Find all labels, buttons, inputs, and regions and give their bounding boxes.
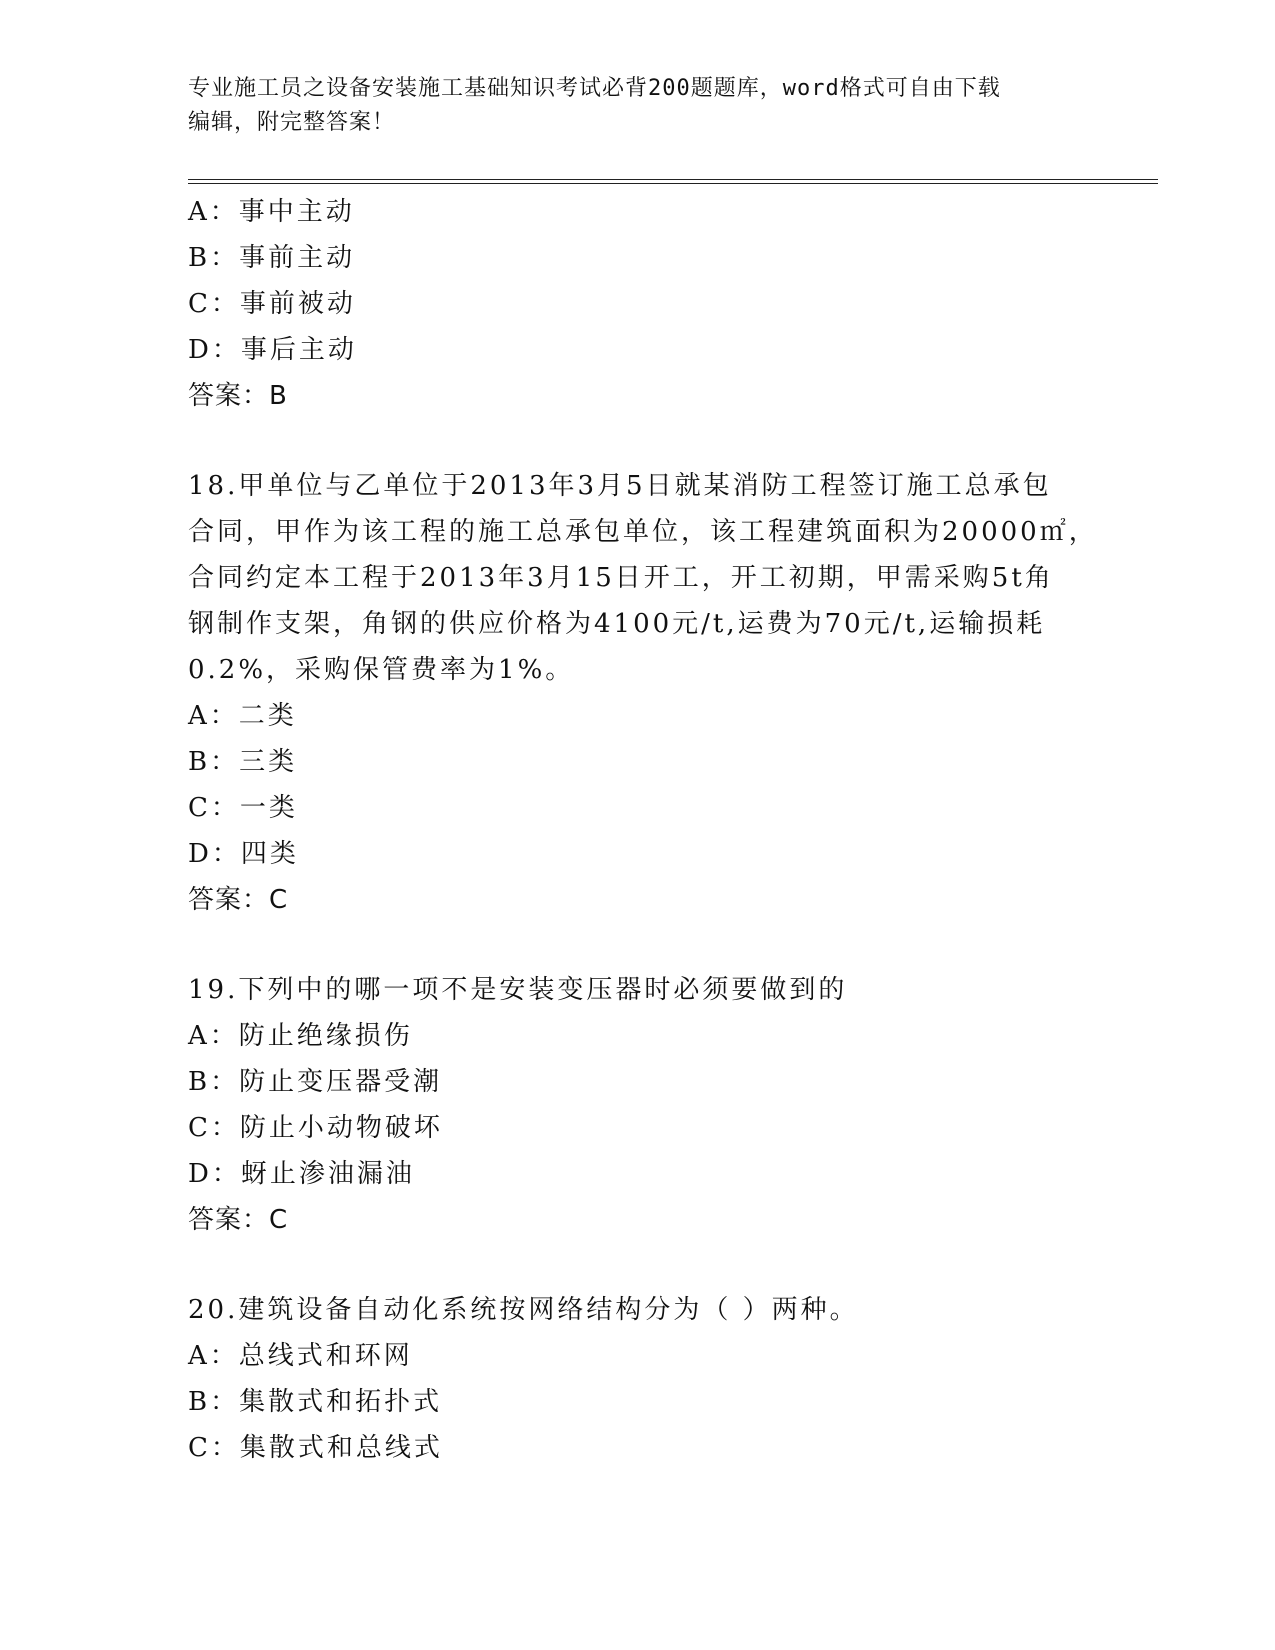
question-19 [188, 967, 1088, 1243]
header-title-line-1: 专业施工员之设备安装施工基础知识考试必背200题题库，word格式可自由下载 [188, 76, 1001, 101]
question-18-stem-line-1: 18.甲单位与乙单位于2013年3月5日就某消防工程签订施工总承包 [188, 471, 1052, 501]
question-18-option-c: C：一类 [188, 793, 298, 823]
question-20 [188, 1287, 1088, 1471]
header-title-line-2: 编辑，附完整答案！ [188, 110, 396, 135]
header-divider-bottom [188, 183, 1158, 184]
question-17-option-a: A：事中主动 [188, 197, 355, 227]
question-17-answer: 答案：B [188, 381, 288, 411]
question-19-option-a: A：防止绝缘损伤 [188, 1021, 413, 1051]
question-18-stem-line-5: 0.2%，采购保管费率为1%。 [188, 655, 575, 685]
question-17-option-c: C：事前被动 [188, 289, 356, 319]
question-18-option-b: B：三类 [188, 747, 298, 777]
question-18-option-a: A：二类 [188, 701, 297, 731]
question-18-stem-line-2: 合同，甲作为该工程的施工总承包单位，该工程建筑面积为20000㎡， [188, 517, 1098, 547]
question-spacer [188, 923, 1088, 967]
question-20-option-a: A：总线式和环网 [188, 1341, 413, 1371]
question-spacer [188, 419, 1088, 463]
question-19-stem: 19.下列中的哪一项不是安装变压器时必须要做到的 [188, 975, 848, 1005]
question-17-option-b: B：事前主动 [188, 243, 356, 273]
question-20-option-b: B：集散式和拓扑式 [188, 1387, 443, 1417]
question-18-answer: 答案：C [188, 885, 289, 915]
header-divider-top [188, 179, 1158, 180]
question-20-option-c: C：集散式和总线式 [188, 1433, 443, 1463]
question-list [188, 189, 1098, 1471]
question-17 [188, 189, 1088, 419]
question-18 [188, 463, 1098, 923]
question-19-option-b: B：防止变压器受潮 [188, 1067, 443, 1097]
question-17-option-d: D：事后主动 [188, 335, 357, 365]
document-header [188, 72, 1088, 140]
question-19-answer: 答案：C [188, 1205, 289, 1235]
question-19-option-c: C：防止小动物破坏 [188, 1113, 443, 1143]
question-18-stem-line-4: 钢制作支架，角钢的供应价格为4100元/t,运费为70元/t,运输损耗 [188, 609, 1046, 639]
question-spacer [188, 1243, 1088, 1287]
question-18-stem-line-3: 合同约定本工程于2013年3月15日开工，开工初期，甲需采购5t角 [188, 563, 1054, 593]
question-19-option-d: D：蚜止渗油漏油 [188, 1159, 415, 1189]
question-18-option-d: D：四类 [188, 839, 299, 869]
question-20-stem: 20.建筑设备自动化系统按网络结构分为（ ）两种。 [188, 1295, 859, 1325]
